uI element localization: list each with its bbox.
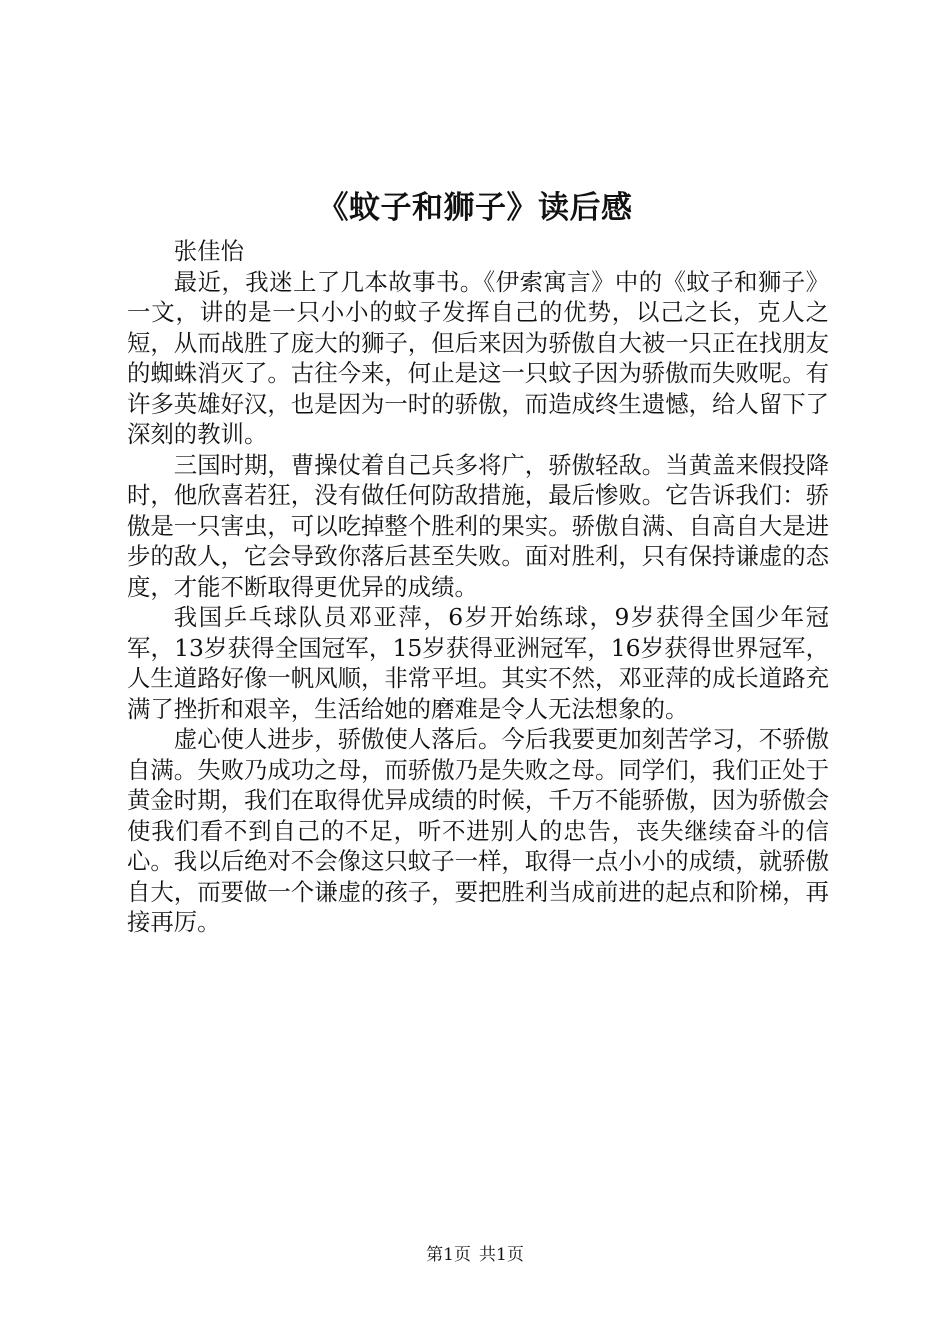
paragraph-2: 三国时期，曹操仗着自己兵多将广，骄傲轻敌。当黄盖来假投降时，他欣喜若狂，没有做任何防敌措施，最后惨败。它告诉我们：骄傲是一只害虫，可以吃掉整个胜利的果实。骄傲自满、自高自大是进步的敌人，它会导致你落后甚至失败。面对胜利，只有保持谦虚的态度，才能不断取得更优异的成绩。 [127,450,829,601]
document-body [127,236,829,938]
paragraph-1: 最近，我迷上了几本故事书。《伊索寓言》中的《蚊子和狮子》一文，讲的是一只小小的蚊子发挥自己的优势，以己之长，克人之短，从而战胜了庞大的狮子，但后来因为骄傲自大被一只正在找朋友的蜘蛛消灭了。古往今来，何止是这一只蚊子因为骄傲而失败呢。有许多英雄好汉，也是因为一时的骄傲，而造成终生遗憾，给人留下了深刻的教训。 [127,267,829,448]
paragraph-3: 我国乒乓球队员邓亚萍，6岁开始练球，9岁获得全国少年冠军，13岁获得全国冠军，15岁获得亚洲冠军，16岁获得世界冠军，人生道路好像一帆风顺，非常平坦。其实不然，邓亚萍的成长道路充满了挫折和艰辛，生活给她的磨难是令人无法想象的。 [127,603,829,723]
page-number: 第1页 [426,1245,471,1265]
author-name: 张佳怡 [173,237,244,265]
page-footer [0,1243,950,1267]
paragraph-4: 虚心使人进步，骄傲使人落后。今后我要更加刻苦学习，不骄傲自满。失败乃成功之母，而骄傲乃是失败之母。同学们，我们正处于黄金时期，我们在取得优异成绩的时候，千万不能骄傲，因为骄傲会使我们看不到自己的不足，听不进别人的忠告，丧失继续奋斗的信心。我以后绝对不会像这只蚊子一样，取得一点小小的成绩，就骄傲自大，而要做一个谦虚的孩子，要把胜利当成前进的起点和阶梯，再接再厉。 [127,725,829,936]
document-title: 《蚊子和狮子》读后感 [317,190,633,226]
page-total: 共1页 [479,1245,524,1265]
